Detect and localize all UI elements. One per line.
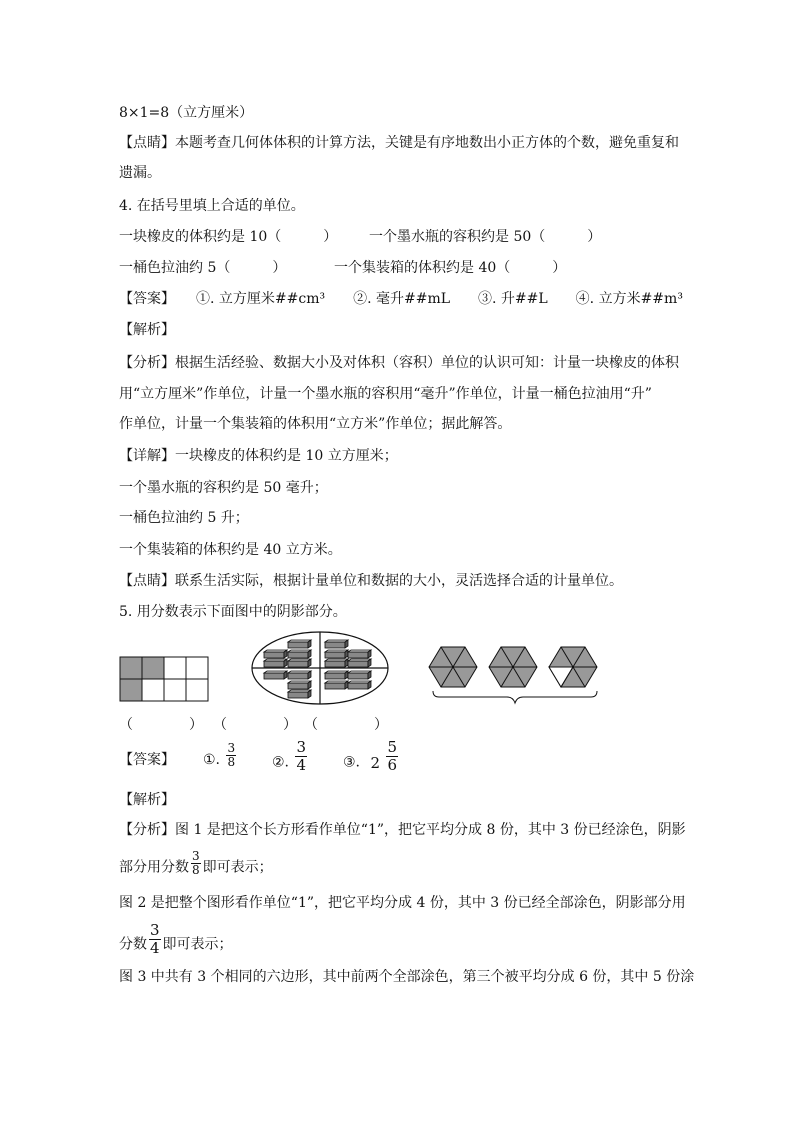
- answer-index: ①.: [203, 752, 221, 768]
- numerator: 5: [387, 738, 398, 756]
- text-line: 图 2 是把整个图形看作单位“1”，把它平均分成 4 份，其中 3 份已经全部涂色，阴影部分用: [119, 895, 686, 911]
- fraction: [386, 739, 398, 774]
- numerator: 3: [296, 738, 307, 756]
- text-segment: 分数: [119, 936, 147, 953]
- denominator: 4: [150, 939, 160, 957]
- text-line: 用“立方厘米”作单位，计量一个墨水瓶的容积用“毫升”作单位，计量一桶色拉油用“升”: [119, 386, 652, 402]
- text-line: 一个集装箱的体积约是 40 立方米。: [119, 542, 342, 558]
- question-item: 一个集装箱的体积约是 40（ ）: [334, 260, 567, 276]
- text-segment: 部分用分数: [119, 859, 189, 876]
- text-line: 一个墨水瓶的容积约是 50 毫升；: [119, 480, 328, 496]
- answer-line: 【答案】 ①. 立方厘米##cm³ ②. 毫升##mL ③. 升##L ④. 立方米##m³: [119, 291, 683, 307]
- answer-blank: （ ）: [304, 717, 388, 733]
- figure-1-grid: [119, 656, 209, 702]
- answer-index: ②.: [272, 754, 290, 771]
- text-line: [119, 849, 273, 877]
- numerator: 3: [150, 921, 160, 939]
- answer-item-3: [343, 738, 400, 774]
- numerator: 3: [192, 849, 200, 863]
- denominator: 8: [192, 863, 200, 877]
- figure-3-hexagons: [425, 643, 605, 709]
- text-line: 【详解】一块橡皮的体积约是 10 立方厘米；: [119, 448, 398, 464]
- fraction: [295, 739, 307, 774]
- answer-blank: （ ）: [119, 717, 203, 733]
- text-line: 作单位，计量一个集装箱的体积用“立方米”作单位；据此解答。: [119, 416, 512, 432]
- text-segment: 即可表示；: [162, 936, 233, 953]
- answer-item-2: [272, 738, 309, 774]
- denominator: 6: [387, 756, 398, 774]
- question-item: 一块橡皮的体积约是 10（ ）: [119, 229, 338, 245]
- text-line: 8×1=8（立方厘米）: [119, 105, 254, 121]
- text-line: 【点睛】联系生活实际，根据计量单位和数据的大小，灵活选择合适的计量单位。: [119, 573, 623, 589]
- question-item: 一个墨水瓶的容积约是 50（ ）: [369, 229, 602, 245]
- text-line: 图 3 中共有 3 个相同的六边形，其中前两个全部涂色，第三个被平均分成 6 份，其中 5 份涂: [119, 969, 695, 985]
- section-label: 【解析】: [119, 792, 175, 808]
- numerator: 3: [227, 740, 236, 755]
- text-line: 遗漏。: [119, 165, 161, 181]
- fraction: [191, 850, 201, 877]
- answer-label: 【答案】: [119, 752, 175, 768]
- text-line: 【分析】图 1 是把这个长方形看作单位“1”，把它平均分成 8 份，其中 3 份已经涂色，阴影: [119, 822, 686, 838]
- figure-2-ellipse: [250, 630, 390, 706]
- section-label: 【解析】: [119, 322, 175, 338]
- text-line: 一桶色拉油约 5 升；: [119, 510, 249, 526]
- text-line: 【分析】根据生活经验、数据大小及对体积（容积）单位的认识可知：计量一块橡皮的体积: [119, 355, 679, 371]
- whole-number: 2: [370, 753, 381, 772]
- answer-index: ③.: [343, 754, 361, 771]
- denominator: 8: [227, 754, 236, 769]
- text-line: 【点睛】本题考查几何体体积的计算方法，关键是有序地数出小正方体的个数，避免重复和: [119, 135, 679, 151]
- fraction: [149, 922, 161, 957]
- fraction: [226, 742, 236, 769]
- answer-blank: （ ）: [213, 717, 297, 733]
- question-title: 4. 在括号里填上合适的单位。: [119, 198, 305, 214]
- answer-item-1: [203, 740, 238, 769]
- text-segment: 即可表示；: [202, 859, 273, 876]
- question-title: 5. 用分数表示下面图中的阴影部分。: [119, 604, 347, 620]
- question-item: 一桶色拉油约 5（ ）: [119, 260, 287, 276]
- text-line: [119, 921, 233, 957]
- denominator: 4: [296, 756, 307, 774]
